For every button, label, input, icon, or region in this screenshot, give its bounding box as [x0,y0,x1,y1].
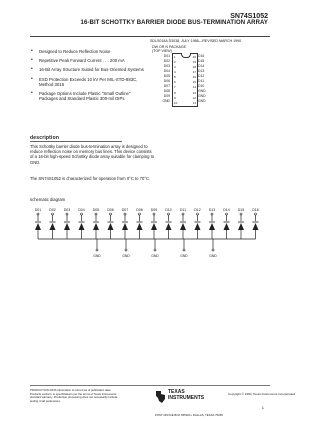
pin-number-right: 19 [192,59,196,64]
pin-number-right: 20 [192,54,196,59]
datasheet-title: 16-BIT SCHOTTKY BARRIER DIODE BUS-TERMINATION ARRAY [80,20,268,26]
diode-symbol [195,223,201,230]
pin-label-right: D12 [198,73,205,78]
ground-label: GND [93,254,101,258]
schematic-pin-label: D05 [92,208,100,212]
diode-symbol [180,223,186,230]
pin-label-left: D03 [163,63,170,68]
pin-terminal [168,213,170,215]
description-heading: description [30,135,60,141]
ground-terminal [212,249,214,251]
pin-number-left: 3 [174,65,176,69]
part-number: SN74S1052 [230,13,268,20]
schematic-pin-label: D15 [237,208,245,212]
page-number: 1 [261,405,264,410]
header-rule [30,36,270,37]
pin-label-right: D15 [198,58,205,63]
feature-item: • 16-Bit Array Structure Suited for Bus-Oriented Systems [30,67,145,72]
schematic-pin-label: D08 [136,208,143,212]
diode-symbol [151,223,157,230]
pin-label-right: D11 [198,79,204,83]
section-rule [30,141,122,142]
pin-terminal [110,213,112,215]
diode-symbol [238,223,244,230]
diode-symbol [166,223,172,230]
ground-label: GND [209,254,217,258]
production-data-notice: PRODUCTION DATA information is current as of publication date. Products conform to specifications per the terms of Texas Instruments standard warranty. Production processing does not necessarily include testing of all parameters. [30,388,118,403]
diode-symbol [224,223,230,230]
pin-terminal [226,213,228,215]
ground-label: GND [180,254,188,258]
ground-label: GND [151,254,159,258]
diode-symbol [253,223,259,230]
diode-symbol [209,223,215,230]
pin-label-left: D05 [163,73,170,78]
package-pinout [150,53,220,105]
pin-number-right: 13 [192,90,196,95]
pin-terminal [255,213,257,215]
pin-terminal [52,213,54,215]
pin-terminal [153,213,155,215]
schematic-pin-label: D10 [165,208,172,212]
pin-terminal [37,213,39,215]
diode-symbol [137,223,143,230]
schematic-pin-label: D09 [150,208,158,212]
pin-number-right: 17 [192,70,196,75]
pin-number-right: 11 [192,100,196,105]
schematic-pin-label: D04 [78,208,85,212]
pin-label-left: D02 [163,58,170,63]
schematic-pin-label: D13 [208,208,216,212]
footer-rule [30,385,270,386]
pin-label-right: D13 [198,68,205,73]
pin-label-right: GND [198,89,206,94]
feature-list [30,49,145,105]
logo-text-line1: TEXAS [168,389,185,395]
pin-number-left: 6 [174,80,176,85]
feature-item: • Designed to Reduce Reflection Noise [30,49,145,54]
pin-terminal [66,213,68,215]
pin-label-left: D04 [163,68,170,73]
feature-item: • Package Options Include Plastic "Small Outline" Packages and Standard Plastic 300-mil DIPs [30,91,145,101]
pin-label-left: D06 [163,79,170,83]
pin-number-left: 7 [174,85,176,90]
diode-symbol [93,223,99,230]
schematic-pin-label: D03 [63,208,71,212]
schematic-diagram [30,205,270,265]
description-text: This Schottky barrier diode bus-termination array is designed to reduce reflection noise on memory bus lines. This device consists of a 16-bit high-speed Schottky diode array suitable for clamping to GND. [30,144,155,165]
pin-number-right: 16 [192,75,196,80]
characterization-text: The SN74S1052 is characterized for operation from 0°C to 70°C. [30,176,151,181]
diode-symbol [50,223,56,230]
schematic-pin-label: D02 [49,208,56,212]
pin-terminal [139,213,141,215]
pin-number-right: 15 [192,80,196,85]
pin-label-right: D14 [198,63,205,68]
schematic-label: schematic diagram [30,197,66,202]
pin-terminal [182,213,184,215]
pin-terminal [211,213,213,215]
company-address: POST OFFICE BOX 655303 • DALLAS, TEXAS 75265 [155,413,223,417]
copyright: Copyright © 1990, Texas Instruments Incorporated [228,392,296,396]
schematic-pin-label: D11 [179,208,187,212]
package-notch [181,53,191,58]
pin-label-left: GND [162,99,170,104]
logo-text-line2: INSTRUMENTS [168,395,205,401]
diode-symbol [122,223,128,230]
pin-number-left: 5 [174,75,176,80]
feature-item: • ESD Protection Exceeds 10 kV Per MIL-STD-883C, Method 3015 [30,77,145,87]
pin-number-right: 18 [192,65,196,69]
pin-terminal [197,213,199,215]
pin-number-left: 1 [174,54,176,59]
pin-terminal [81,213,83,215]
schematic-pin-label: D06 [107,208,114,212]
ground-terminal [125,249,127,251]
pin-number-right: 14 [192,85,196,90]
pin-label-right: GND [198,99,206,104]
pin-number-left: 2 [174,59,176,64]
schematic-pin-label: D01 [34,208,42,212]
package-subtitle-text: (TOP VIEW) [152,49,172,54]
pin-terminal [124,213,126,215]
ti-logo [155,390,215,410]
pin-label-right: GND [198,94,206,99]
pin-label-left: D08 [163,89,170,94]
pin-label-left: D01 [163,53,170,58]
ground-terminal [183,249,185,251]
document-number-line: SDLS018A D3038, JULY 1988—REVISED MARCH 1990 [150,39,242,43]
package-body [172,53,198,107]
feature-item: • Repetitive Peak Forward Current . . . 200 mA [30,58,145,63]
schematic-pin-label: D07 [121,208,129,212]
diode-symbol [35,223,41,230]
pin-label-right: D10 [198,84,205,89]
pin-label-right: D16 [198,53,205,58]
ground-terminal [154,249,156,251]
pin-terminal [95,213,97,215]
pin-terminal [240,213,242,215]
pin-number-left: 10 [174,100,178,105]
diode-symbol [64,223,70,230]
schematic-pin-label: D14 [223,208,230,212]
pin-number-right: 12 [192,95,196,100]
pin-label-left: D07 [163,84,170,89]
ground-terminal [96,249,98,251]
schematic-pin-label: D12 [194,208,201,212]
diode-symbol [79,223,85,230]
pin-number-left: 4 [174,70,176,75]
diode-symbol [108,223,114,230]
package-title-text: DW OR N PACKAGE [152,45,187,49]
texas-state-icon [155,390,166,404]
pin-number-left: 8 [174,90,176,95]
pin-label-left: D09 [163,94,170,99]
ground-label: GND [122,254,130,258]
pin-number-left: 9 [174,95,176,100]
schematic-pin-label: D16 [252,208,259,212]
